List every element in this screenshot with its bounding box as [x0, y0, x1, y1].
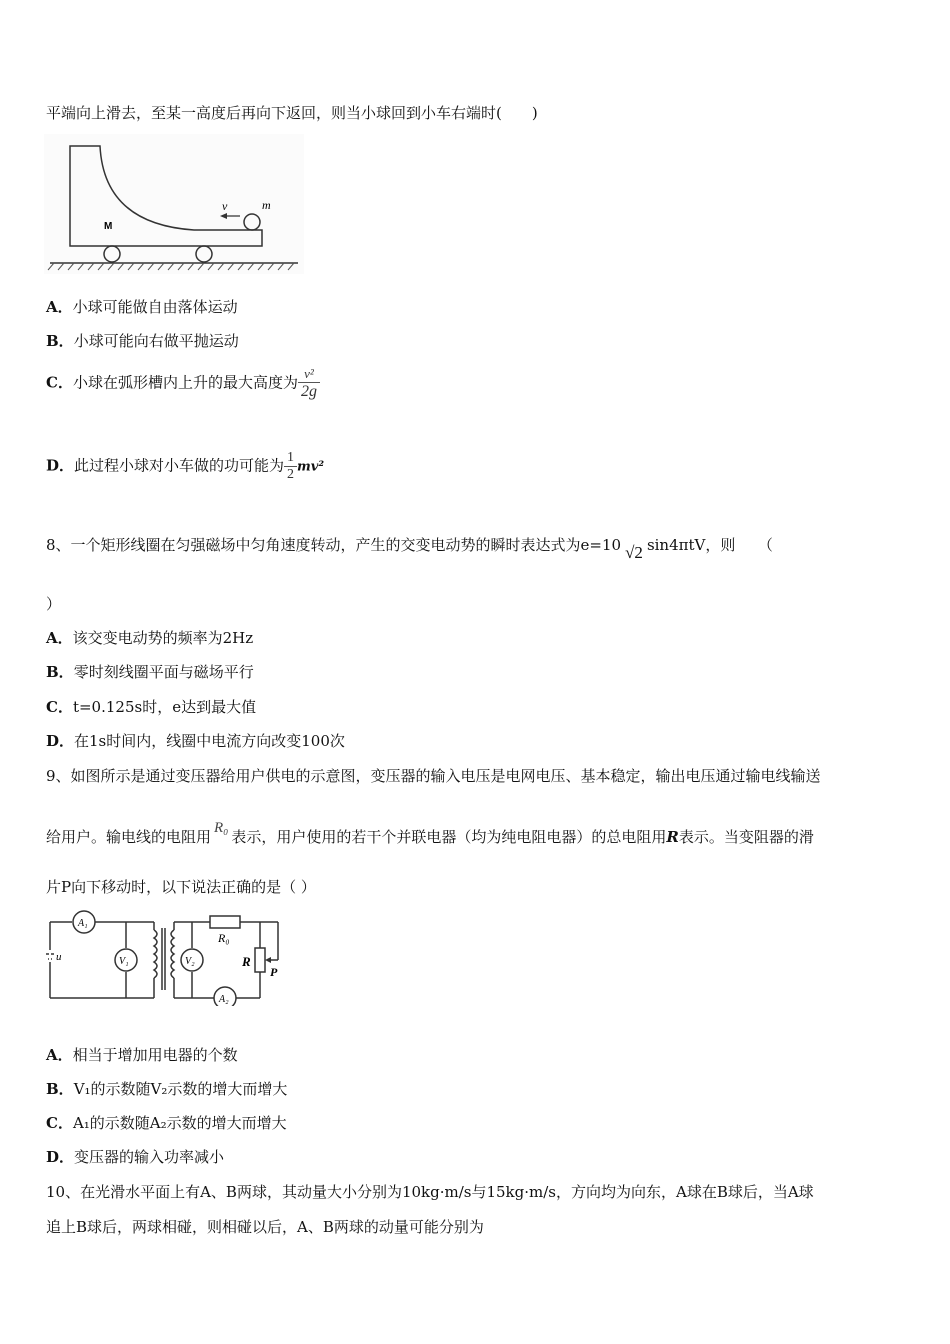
voltmeter-v2-label: V₂	[185, 956, 195, 967]
q7-option-d	[46, 450, 324, 483]
q7-stem-tail: 平端向上滑去，至某一高度后再向下返回，则当小球回到小车右端时( )	[46, 104, 538, 122]
option-letter: B．	[46, 1080, 74, 1098]
mv-squared: mv²	[297, 459, 325, 475]
fraction-v2-over-2g	[298, 366, 320, 401]
q9-option-a	[46, 1044, 238, 1065]
slider-p-label: P	[270, 965, 278, 979]
option-letter: C．	[46, 1114, 73, 1132]
q9-stem-line3: 片P向下移动时，以下说法正确的是（ ）	[46, 878, 316, 896]
r-symbol: R	[666, 828, 679, 846]
label-M: M	[104, 221, 113, 232]
option-letter: D．	[46, 1148, 75, 1166]
q8-stem-a: 8、一个矩形线圈在匀强磁场中匀角速度转动，产生的交变电动势的瞬时表达式为e=10	[46, 536, 622, 554]
q9-line2a: 给用户。输电线的电阻用	[46, 828, 212, 846]
fraction-denominator: 2g	[300, 383, 317, 400]
fraction-one-half	[284, 450, 297, 483]
option-text: 变压器的输入功率减小	[74, 1148, 225, 1166]
source-u-label: u	[56, 951, 62, 963]
q9-line2c: 表示。当变阻器的滑	[678, 828, 814, 846]
q9-line2b: 表示，用户使用的若干个并联电器（均为纯电阻电器）的总电阻用	[231, 828, 667, 846]
q8-close-paren: ）	[46, 595, 62, 613]
ammeter-a2-label: A₂	[219, 994, 229, 1005]
option-text: 小球可能做自由落体运动	[72, 298, 238, 316]
option-letter: A．	[46, 1046, 73, 1064]
option-text: 小球可能向右做平抛运动	[73, 332, 239, 350]
option-text: V₁的示数随V₂示数的增大而增大	[73, 1080, 288, 1098]
option-letter: C．	[46, 373, 73, 392]
option-text: 该交变电动势的频率为2Hz	[72, 629, 254, 647]
q10-stem-line1: 10、在光滑水平面上有A、B两球，其动量大小分别为10kg·m/s与15kg·m/s，方向均为向东，A球在B球后，当A球	[46, 1183, 814, 1201]
label-v: v	[222, 199, 228, 213]
option-text: 在1s时间内，线圈中电流方向改变100次	[74, 732, 345, 750]
q8-option-a	[46, 627, 253, 648]
fraction-denominator: 2	[287, 467, 295, 482]
q9-stem-line1: 9、如图所示是通过变压器给用户供电的示意图，变压器的输入电压是电网电压、基本稳定，输出电压通过输电线输送	[46, 767, 821, 785]
q9-option-b	[46, 1078, 287, 1099]
option-text: 此过程小球对小车做的功可能为	[74, 456, 285, 475]
q8-stem	[46, 534, 773, 562]
option-letter: C．	[46, 698, 73, 716]
option-text: 相当于增加用电器的个数	[72, 1046, 238, 1064]
r-label: R	[242, 954, 251, 969]
q8-option-b	[46, 661, 254, 682]
option-text: 小球在弧形槽内上升的最大高度为	[72, 373, 298, 392]
option-letter: A．	[46, 298, 73, 316]
voltmeter-v1-label: V₁	[119, 956, 129, 967]
transformer-circuit-figure	[44, 910, 294, 1006]
q9-option-d	[46, 1146, 224, 1167]
option-text: 零时刻线圈平面与磁场平行	[73, 663, 254, 681]
option-letter: B．	[46, 663, 74, 681]
r0-symbol: R₀	[214, 820, 229, 836]
q7-option-b	[46, 330, 239, 351]
option-text: t=0.125s时，e达到最大值	[72, 698, 257, 716]
option-letter: A．	[46, 629, 73, 647]
q9-option-c	[46, 1112, 287, 1133]
fraction-numerator: v²	[298, 366, 320, 383]
q7-option-a	[46, 296, 238, 317]
q7-option-c	[46, 366, 320, 401]
fraction-numerator: 1	[284, 450, 297, 467]
ammeter-a1-label: A₁	[78, 918, 88, 929]
option-letter: D．	[46, 732, 75, 750]
cart-figure	[44, 134, 304, 274]
q8-option-c	[46, 696, 256, 717]
option-text: A₁的示数随A₂示数的增大而增大	[72, 1114, 287, 1132]
sqrt-two: √2	[625, 543, 643, 562]
q10-stem-line2: 追上B球后，两球相碰，则相碰以后，A、B两球的动量可能分别为	[46, 1218, 484, 1236]
label-m: m	[262, 198, 271, 212]
option-letter: B．	[46, 332, 74, 350]
q8-option-d	[46, 730, 345, 751]
q9-stem-line2	[46, 820, 814, 847]
q8-stem-b: sin4πtV，则 （	[646, 536, 773, 554]
option-letter: D．	[46, 456, 75, 475]
r0-label: R₀	[218, 931, 230, 945]
